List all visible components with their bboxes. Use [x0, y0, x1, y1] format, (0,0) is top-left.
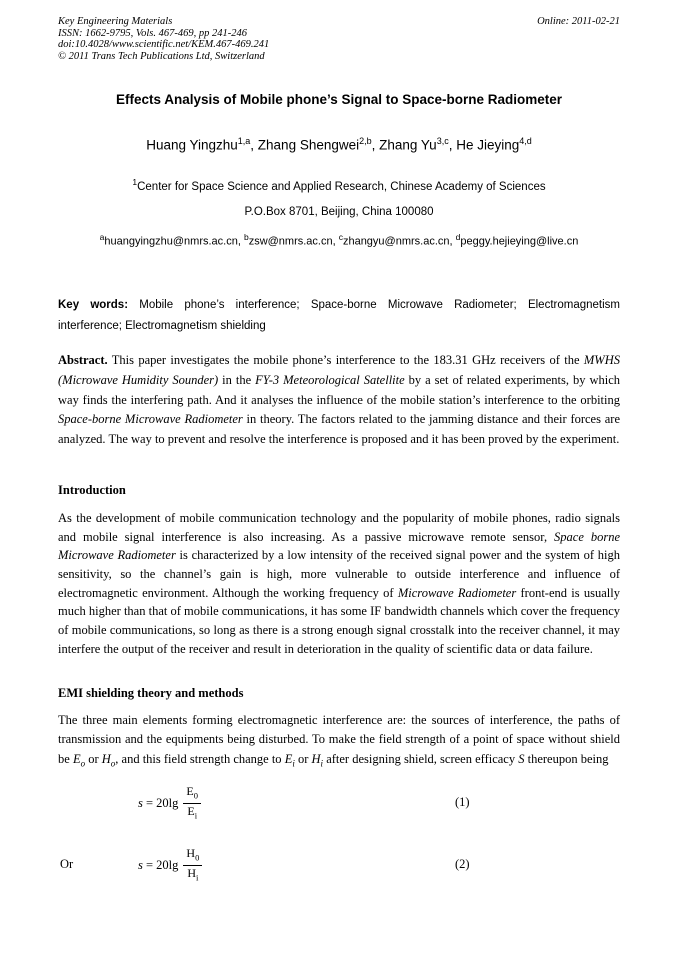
equation-1-numerator: $E_0$ [183, 785, 201, 804]
equation-1-row [58, 782, 620, 826]
equation-2-row [58, 844, 620, 888]
address-line: P.O.Box 8701, Beijing, China 100080 [244, 206, 434, 219]
equation-2-denominator: $H_i$ [187, 866, 199, 883]
equation-1-denominator: $E_i$ [187, 804, 198, 821]
equation-1-body [138, 785, 201, 823]
journal-title: Key Engineering Materials [58, 16, 173, 27]
section-emi-heading: EMI shielding theory and methods [58, 685, 244, 700]
equation-1-fraction [183, 785, 201, 823]
affiliation-line: $^1$Center for Space Science and Applied Research, Chinese Academy of Sciences [132, 176, 546, 193]
copyright-line: © 2011 Trans Tech Publications Ltd, Switzerland [58, 50, 265, 62]
section-introduction-body: As the development of mobile communication technology and the popularity of mobile phones, radio signals and mobile signal interference is also increasing. As a passive microwave remote sensor, Space borne Microwave Radiometer is characterized by a low intensity of the received signal power and the system of high sensitivity, so the channel’s gain is high, more vulnerable to outside interference and influence of electromagnetic environment. Although the working frequency of Microwave Radiometer front-end is usually much higher than that of mobile communications, it has some IF bandwidth channels which cover the frequency of mobile communications, so long as there is a strong enough signal crosstalk into the receiver channel, it may interfere the output of the receiver and result in deterioration in the quality of scientific data or data failure. [58, 510, 621, 656]
equation-1-lhs: s = 20lg [138, 796, 179, 811]
equation-2-prefix: Or [60, 856, 74, 871]
emails-line: $^a$huangyingzhu@nmrs.ac.cn, $^b$zsw@nmrs.ac.cn, $^c$zhangyu@nmrs.ac.cn, $^d$peggy.hejieying@live.cn [99, 232, 579, 248]
section-introduction-heading: Introduction [58, 482, 126, 497]
paper-title: Effects Analysis of Mobile phone’s Signal to Space-borne Radiometer [115, 92, 563, 107]
journal-info [58, 16, 269, 62]
equation-2-fraction [183, 847, 202, 885]
section-emi-body: The three main elements forming electromagnetic interference are: the sources of interference, the paths of transmission and the equipments being disturbed. To make the field strength of a point of space without shield be $E_o$ or $H_o$, and this field strength change to $E_i$ or $H_i$ after designing shield, screen efficacy S thereupon being [58, 712, 620, 769]
equation-1-number: (1) [455, 794, 470, 809]
equation-2-numerator: $H_0$ [183, 847, 202, 866]
page-header [58, 0, 620, 62]
abstract-block: Abstract. This paper investigates the mobile phone’s interference to the 183.31 GHz receivers of the MWHS (Microwave Humidity Sounder) in the FY-3 Meteorological Satellite by a set of related experiments, by which way finds the interfering path. And it analyses the influence of the mobile station’s interference to the orbiting Space-borne Microwave Radiometer in theory. The factors related to the jamming distance and their forces are analyzed. The way to prevent and resolve the interference is proposed and it has been proved by the experiment. [58, 352, 620, 447]
authors-line: Huang Yingzhu$^{1,a}$, Zhang Shengwei$^{2,b}$, Zhang Yu$^{3,c}$, He Jieying$^{4,d}$ [146, 136, 532, 153]
equation-2-number: (2) [455, 856, 470, 871]
equation-2-lhs: s = 20lg [138, 858, 179, 873]
issn-line: ISSN: 1662-9795, Vols. 467-469, pp 241-246 [58, 27, 247, 39]
doi-line: doi:10.4028/www.scientific.net/KEM.467-469.241 [58, 39, 270, 50]
online-date: Online: 2011-02-21 [537, 16, 620, 27]
keywords-block: Key words: Mobile phone’s interference; Space-borne Microwave Radiometer; Electromagnetism interference; Electromagnetism shielding [58, 298, 620, 332]
equation-2-body [138, 847, 202, 885]
